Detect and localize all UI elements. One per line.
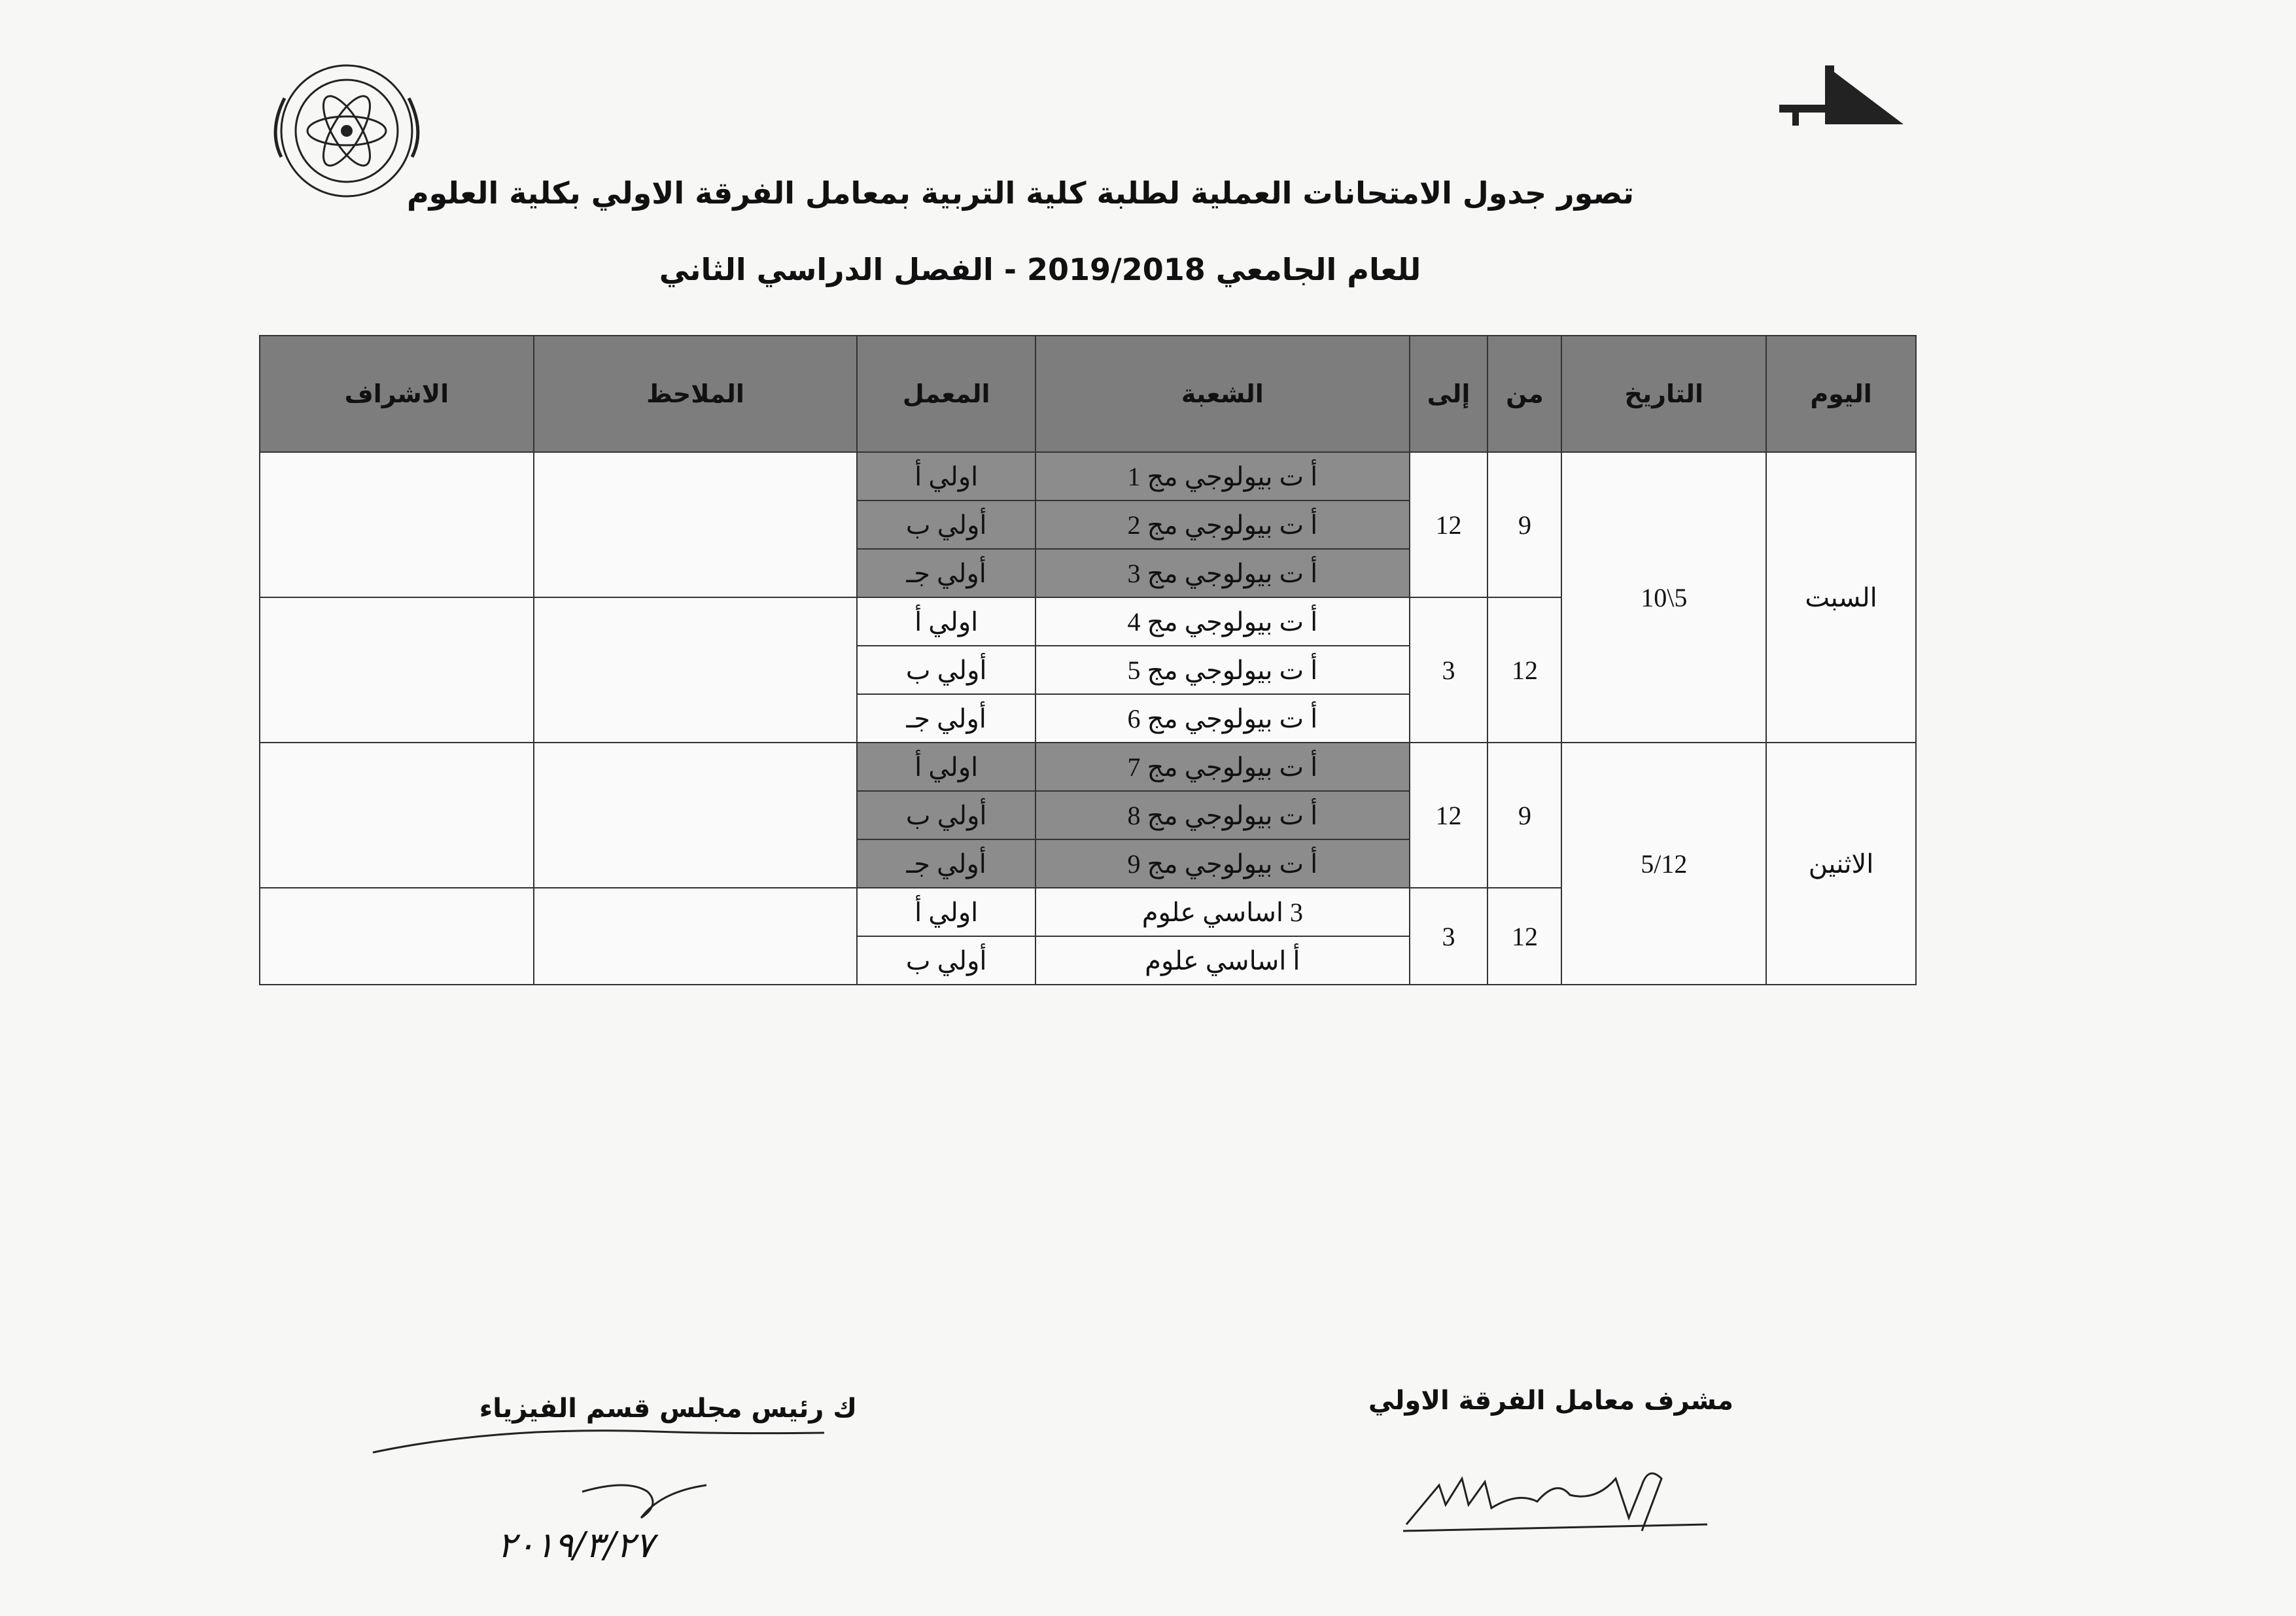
university-logo <box>1733 59 1943 190</box>
observer-cell <box>534 452 858 597</box>
section-cell: أ اساسي علوم <box>1035 936 1409 985</box>
lab-cell: أولي ب <box>857 501 1035 549</box>
header-observer: الملاحظ <box>534 336 858 452</box>
section-cell: أ ت بيولوجي مج 3 <box>1035 549 1409 597</box>
lab-cell: اولي أ <box>857 597 1035 646</box>
supervision-cell <box>260 888 534 985</box>
table-row <box>260 743 1916 791</box>
section-cell: أ ت بيولوجي مج 5 <box>1035 646 1409 694</box>
supervision-cell <box>260 452 534 597</box>
lab-cell: أولي ب <box>857 791 1035 839</box>
document-subtitle: للعام الجامعي 2019/2018 - الفصل الدراسي الثاني <box>659 252 1421 287</box>
section-cell: أ ت بيولوجي مج 8 <box>1035 791 1409 839</box>
to-cell: 12 <box>1410 452 1488 597</box>
lab-cell: أولي ب <box>857 646 1035 694</box>
supervision-cell <box>260 597 534 743</box>
physics-council-chair-title: ك رئيس مجلس قسم الفيزياء <box>479 1394 857 1424</box>
section-cell: 3 اساسي علوم <box>1035 888 1409 936</box>
from-cell: 9 <box>1487 743 1561 888</box>
observer-cell <box>534 597 858 743</box>
header-lab: المعمل <box>857 336 1035 452</box>
lab-cell: أولي جـ <box>857 549 1035 597</box>
header-to: إلى <box>1410 336 1488 452</box>
to-cell: 12 <box>1410 743 1488 888</box>
section-cell: أ ت بيولوجي مج 2 <box>1035 501 1409 549</box>
lab-cell: اولي أ <box>857 452 1035 501</box>
day-cell: السبت <box>1766 452 1916 743</box>
observer-cell <box>534 743 858 888</box>
document-title: تصور جدول الامتحانات العملية لطلبة كلية التربية بمعامل الفرقة الاولي بكلية العلوم <box>406 175 1635 211</box>
lab-cell: اولي أ <box>857 743 1035 791</box>
from-cell: 12 <box>1487 888 1561 985</box>
observer-cell <box>534 888 858 985</box>
lab-cell: أولي جـ <box>857 839 1035 888</box>
from-cell: 12 <box>1487 597 1561 743</box>
header-supervision: الاشراف <box>260 336 534 452</box>
lab-cell: اولي أ <box>857 888 1035 936</box>
to-cell: 3 <box>1410 597 1488 743</box>
date-cell: 5\10 <box>1561 452 1766 743</box>
section-cell: أ ت بيولوجي مج 1 <box>1035 452 1409 501</box>
supervision-cell <box>260 743 534 888</box>
section-cell: أ ت بيولوجي مج 6 <box>1035 694 1409 743</box>
section-cell: أ ت بيولوجي مج 7 <box>1035 743 1409 791</box>
handwritten-date: ٢٠١٩/٣/٢٧ <box>497 1524 654 1566</box>
date-cell: 5/12 <box>1561 743 1766 985</box>
header-section: الشعبة <box>1035 336 1409 452</box>
from-cell: 9 <box>1487 452 1561 597</box>
lab-cell: أولي جـ <box>857 694 1035 743</box>
day-cell: الاثنين <box>1766 743 1916 985</box>
lab-cell: أولي ب <box>857 936 1035 985</box>
supervisor-signature <box>1400 1439 1714 1544</box>
section-cell: أ ت بيولوجي مج 9 <box>1035 839 1409 888</box>
section-cell: أ ت بيولوجي مج 4 <box>1035 597 1409 646</box>
header-date: التاريخ <box>1561 336 1766 452</box>
table-row <box>260 452 1916 501</box>
table-header-row <box>260 336 1916 452</box>
lab-supervisor-title: مشرف معامل الفرقة الاولي <box>1368 1386 1733 1416</box>
exam-schedule-table <box>259 335 1917 985</box>
to-cell: 3 <box>1410 888 1488 985</box>
header-from: من <box>1487 336 1561 452</box>
header-day: اليوم <box>1766 336 1916 452</box>
